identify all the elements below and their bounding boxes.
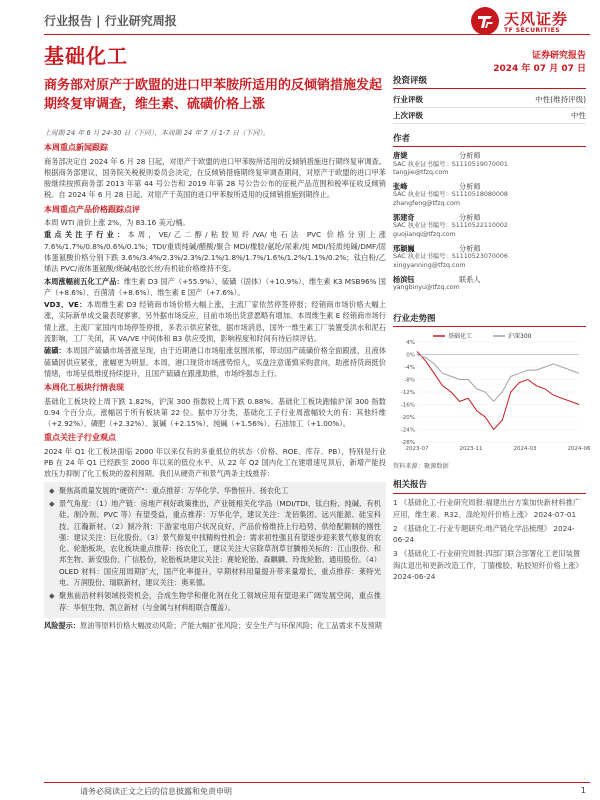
vitamin-lead: VD3、VE： — [44, 300, 87, 310]
report-date: 2024 年 07 月 07 日 — [493, 64, 586, 74]
sulfur-paragraph — [44, 345, 386, 379]
recommendation-item-2 — [49, 498, 381, 588]
author-role: 分析师 — [459, 151, 481, 160]
rating-title: 投资评级 — [393, 74, 586, 89]
sulfur-text: 本周国产硫磺市场普涨呈现，由于近期港口市场船涨氛围浓郁，带动国产硫磺价格全面跟涨，且液体硫磺因供应紧张，涨幅更为明显。本周，港口现货市场涨势惊人，买盘注意谨慎采购意向，助涨持货商挺价情绪，市场呈低维度持续提升，且国产硫磺在跟涨助推，市场终强态上行。 — [44, 346, 386, 378]
logo-mark-icon — [470, 6, 500, 36]
recommendation-item-1 — [49, 485, 381, 496]
author-name: 杨滨钰 — [393, 274, 415, 284]
author-email[interactable]: tangjie@tfzq.com — [393, 169, 449, 177]
rating-row — [393, 92, 586, 108]
y-tick-label: 0% — [406, 352, 415, 359]
report-headline: 商务部对原产于欧盟的进口甲苯胺所适用的反倾销措施发起期终复审调查，维生素、硫磺价格上涨 — [44, 78, 383, 112]
y-tick-label: 4% — [406, 340, 415, 346]
recommendation-text-2: 景气角度：（1）地产链：房地产利好政策推出，产业链相关化学品（MDI/TDI、钛白粉、纯碱、有机硅、制冷剂、PVC 等）有望受益，重点推荐：万华化学，建议关注：龙佰集团、远兴能源、硅宝科技、江瀚新材。（2）制冷剂：下游家电用户状况良好，产品价格维持上行趋势，供给配额制的刚性强：建议关注：巨化股份。（3）景气修复中找精构性机会：需求初性强且有望逐步迎来景气修复的农化、轮胎板块，农化板块重点推荐：扬农化工，建议关注大宗除草剂草甘膦相关标的：江山股份、和邦生物、新安股份、广信股份，轮胎板块建议关注：赛轮轮胎、森麒麟、玲珑轮胎、通用股份。（4）OLED 材料：国应用周期扩大，国产化率提升，早期材料用量提升带来量增长，重点推荐：莱特光电、万润股份、瑞联新材，建议关注：奥来德。 — [59, 498, 381, 587]
author-entry — [393, 151, 586, 178]
y-tick-label: -8% — [404, 377, 415, 384]
authors-title: 作者 — [393, 132, 586, 147]
author-role: 分析师 — [459, 181, 481, 191]
sidebar — [393, 74, 586, 293]
y-tick-label: -24% — [400, 427, 415, 434]
vitamin-paragraph — [44, 299, 386, 344]
index-paragraph: 基础化工板块较上周下跌 1.82%，沪深 300 指数较上周下跌 0.88%。基础化工板块跑输沪深 300 指数 0.94 个百分点，涨幅居于所有板块第 22 位。据申万分类，基础化工子行业周涨幅较大的有：其他纤维（+2.92%）、磷肥（+2.32%）、氯碱（+2.15%）、纯碱（+1.56%）、石油加工（+1.00%）。 — [44, 396, 386, 429]
chart-source: 资料来源：聚源数据 — [393, 463, 449, 470]
trend-title: 行业走势图 — [393, 312, 586, 327]
news-paragraph: 商务部决定自 2024 年 6 月 28 日起，对原产于欧盟的进口甲苯胺所适用的反倾销措施进行期终复审调查。根据商务部建议，国务院关税税则委员会决定，在反倾销措施期终复审调查期间，对原产于欧盟的进口甲苯胺继续按照商务部 2013 年第 44 号公告和 2019 年第 28 号公告公布的征税产品范围和税率征收反倾销税。自 2024 年 6 月 28 日起，对原产于英国的进口甲苯胺所适用的反倾销措施到期终止。 — [44, 156, 386, 200]
author-name: 邢颖巍 — [393, 243, 415, 253]
footer-disclaimer: 请务必阅读正文之后的信息披露和免责申明 — [80, 787, 232, 796]
main-content — [44, 128, 386, 632]
rating-value: 中性 — [571, 111, 586, 120]
legend-label: 基础化工 — [448, 333, 473, 340]
page-number: 1 — [580, 786, 586, 795]
subindustry-lead: 重点关注子行业： — [44, 230, 128, 240]
author-email[interactable]: guojianqi@tfzq.com — [393, 231, 456, 239]
author-sac: SAC 执业证书编号：S1110523070006 — [393, 253, 508, 261]
rating-key: 上次评级 — [393, 111, 423, 120]
author-entry — [393, 182, 586, 209]
section-title-price: 本周重点产品价格跟踪点评 — [44, 204, 140, 214]
author-email[interactable]: xingyanning@tfzq.com — [393, 261, 466, 269]
author-name: 郭建奇 — [393, 212, 415, 222]
related-item[interactable]: 3 《基础化工-行业研究周报:四部门联合部署化工老旧装置淘汰退出和更新改造工作，丁腈橡胶、粘胶短纤价格上涨》 2024-06-24 — [393, 549, 583, 582]
bullet-icon: ◆ — [49, 591, 55, 601]
author-sac: SAC 执业证书编号：S1110519070001 — [393, 160, 508, 168]
recommendation-text-3: 聚焦前沿材料领域投资机会，合成生物学和催化剂在化工领域应用有望迎来广阔发展空间，重点推荐：华恒生物、凯立新材（与金属与材料组联合覆盖）。 — [59, 591, 381, 612]
risk-paragraph — [44, 620, 386, 631]
author-name: 张峰 — [393, 181, 408, 191]
x-tick-label: 2024-06 — [567, 446, 591, 452]
y-tick-label: -16% — [400, 402, 415, 409]
recommendation-item-3 — [49, 590, 381, 613]
trend-chart — [393, 312, 591, 472]
y-tick-label: -20% — [400, 415, 415, 421]
subindustry-paragraph — [44, 229, 386, 274]
logo-text-cn: 天风证券 — [504, 10, 569, 28]
author-entry — [393, 213, 586, 240]
author-role: 分析师 — [459, 243, 481, 253]
risk-lead: 风险提示： — [44, 620, 80, 630]
sulfur-lead: 硫磺： — [44, 346, 66, 356]
related-reports — [393, 480, 586, 585]
bullet-icon: ◆ — [49, 485, 55, 495]
author-role: 分析师 — [459, 212, 481, 222]
top5-paragraph — [44, 276, 386, 299]
author-entry — [393, 244, 586, 271]
author-email[interactable]: zhangfeng@tfzq.com — [393, 200, 460, 208]
series-line-chemical — [417, 351, 579, 429]
vitamin-text: 本周维生素 D3 经销商市场价格大幅上涨，主流厂家依然停签停报；经销商市场价格大幅上涨，实际新单成交量表现寥寥，另外据市场反应，目前市场出货意愿略有增加。本周维生素 E 经销商市场行情上涨，主流厂家国内市场停签停报，多表示供应紧张，据市场消息，国外一维生素工厂装置受洪水和泥石流影响，工厂关闭，其 VA/VE 中间体和 B3 供应受损，影响程度和时间有待后续评估。 — [44, 300, 386, 344]
author-name: 唐婕 — [393, 151, 408, 160]
report-type: 证券研究报告 — [531, 51, 586, 61]
author-entry — [393, 275, 586, 293]
oil-paragraph: 本周 WTI 油价上涨 2%，为 83.16 美元/桶。 — [44, 218, 190, 228]
y-tick-label: -28% — [400, 440, 415, 446]
section-title-news: 本周重点新闻跟踪 — [44, 143, 108, 153]
related-item[interactable]: 1 《基础化工-行业研究周报:福建出台方案加快新材料推广应用，维生素、R32、涤纶短纤价格上涨》 2024-07-01 — [393, 498, 581, 519]
period-note: 上周期 24 年 6 月 24-30 日（下同），本周期 24 年 7 月 1-7 日（下同）。 — [44, 129, 270, 137]
rating-value: 中性(维持评级) — [535, 95, 586, 104]
bullet-icon: ◆ — [49, 498, 55, 508]
series-line-csi300 — [417, 355, 579, 402]
sector-title: 基础化工 — [44, 44, 128, 68]
recommendation-box — [44, 482, 386, 618]
view-paragraph: 2024 年 Q1 化工板块面临 2000 年以来仅有的多重低位的状态（价格、ROE、库存、PB），特别是行业 PB 在 24 年 Q1 已经跌至 2000 年以来的低位水平。从 22 年 Q2 国内化工在建增速见顶后，新增产能投放压力抑制了化工板块的盈利预期。我们从硬资产和景气两条主线推荐： — [44, 446, 386, 479]
risk-text: 原油等原料价格大幅波动风险；产能大幅扩张风险；安全生产与环保风险；化工品需求不及预期 — [79, 620, 382, 630]
related-item[interactable]: 2 《基础化工-行业专题研究:地产链化学品梳理》 2024-06-24 — [393, 523, 575, 545]
author-role: 联系人 — [459, 274, 481, 284]
recommendation-text-1: 聚焦高质量发展的"硬资产"：重点推荐：万华化学、华鲁恒升、扬农化工 — [59, 485, 289, 495]
x-tick-label: 2023-07 — [405, 446, 429, 452]
header-divider — [44, 34, 590, 35]
author-email[interactable]: yangbinyu@tfzq.com — [393, 284, 460, 292]
rating-row — [393, 108, 586, 124]
related-title: 相关报告 — [393, 480, 586, 494]
y-tick-label: -4% — [404, 365, 415, 371]
trend-chart-svg — [393, 330, 591, 456]
top5-lead: 本周涨幅前五化工产品： — [44, 276, 124, 286]
rating-key: 行业评级 — [393, 95, 423, 104]
x-tick-label: 2023-11 — [459, 446, 483, 452]
top5-text: 维生素 D3 国产（+55.9%）、硫磺（固体）（+10.9%）、维生素 K3 MSB96% 国产（+8.6%）、百菌清（+8.6%）、维生素 E 国产（+7.6%）。 — [44, 276, 386, 297]
footer-divider — [44, 782, 590, 783]
subindustry-text: 本周，VE/乙二醇/粘胶短纤/VA/电石法 PVC 价格分别上涨 7.6%/1.7%/0.8%/0.6%/0.1%；TDI/重质纯碱/醋酸/聚合 MDI/橡胶/氨纶/尿素/纯 MDI/轻质纯碱/DMF/固体蛋氨酸价格分别下跌 3.6%/3.4%/2.3%/2.3%/2.1%/1.8%/1.7%/1.6%/1.2%/1.1%/0.2%；钛白粉/乙烯法 PVC/液体蛋氨酸/烧碱/粘胶长丝/有机硅价格维持不变。 — [44, 230, 386, 274]
x-tick-label: 2024-03 — [513, 446, 537, 452]
section-title-view: 重点关注子行业观点 — [44, 433, 116, 443]
author-sac: SAC 执业证书编号：S1110518080008 — [393, 191, 508, 199]
author-sac: SAC 执业证书编号：S1110522110002 — [393, 222, 508, 230]
section-title-index: 本周化工板块行情表现 — [44, 383, 124, 393]
y-tick-label: -12% — [400, 390, 415, 396]
legend-label: 沪深300 — [508, 333, 532, 340]
logo-text-en: TF SECURITIES — [504, 27, 561, 34]
report-category: 行业报告 | 行业研究周报 — [44, 14, 177, 28]
